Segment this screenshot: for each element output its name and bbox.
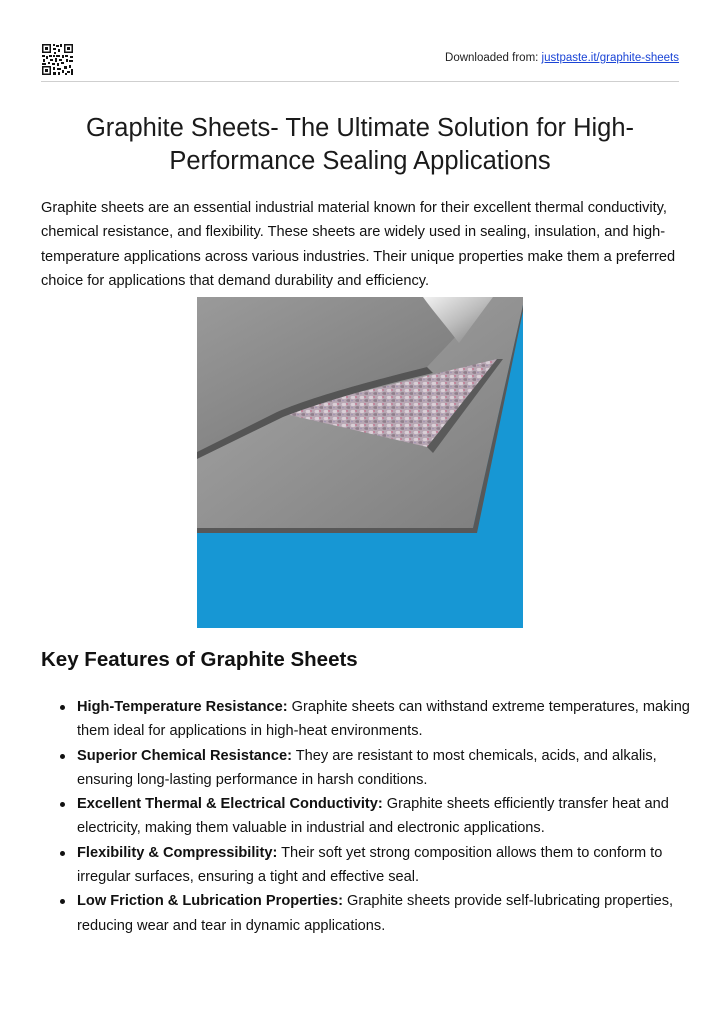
feature-title: Excellent Thermal & Electrical Conductivity: xyxy=(77,796,383,813)
features-list xyxy=(41,695,691,938)
page-title: Graphite Sheets- The Ultimate Solution for High-Performance Sealing Applications xyxy=(85,114,635,175)
feature-title: Flexibility & Compressibility: xyxy=(77,844,278,861)
qr-code xyxy=(41,43,74,76)
feature-title: High-Temperature Resistance: xyxy=(77,699,288,715)
intro-paragraph: Graphite sheets are an essential industrial material known for their excellent thermal conductivity, chemical resistance, and flexibility. These sheets are widely used in sealing, insulation, and high-temperature applications across various industries. Their unique properties make them a preferred choice for applications that demand durability and efficiency. xyxy=(41,200,676,289)
feature-text: Their soft yet strong composition allows them to conform to irregular surfaces, ensuring a tight and effective seal. xyxy=(77,844,663,886)
download-source-line xyxy=(445,52,679,64)
feature-title: Low Friction & Lubrication Properties: xyxy=(77,893,343,910)
list-item xyxy=(41,841,691,890)
list-item xyxy=(41,695,691,744)
source-link[interactable]: justpaste.it/graphite-sheets xyxy=(541,52,679,64)
header-divider xyxy=(41,81,679,82)
list-item xyxy=(41,889,691,938)
bullet-icon xyxy=(60,899,65,904)
feature-text: Graphite sheets can withstand extreme temperatures, making them ideal for applications in high-heat environments. xyxy=(77,699,690,740)
list-item xyxy=(41,792,691,841)
bullet-icon xyxy=(60,851,65,856)
features-heading: Key Features of Graphite Sheets xyxy=(41,648,358,671)
graphite-sheet-image xyxy=(197,297,523,628)
bullet-icon xyxy=(60,754,65,759)
feature-text: They are resistant to most chemicals, acids, and alkalis, ensuring long-lasting performance in harsh conditions. xyxy=(77,747,657,788)
bullet-icon xyxy=(60,705,65,710)
feature-text: Graphite sheets efficiently transfer heat and electricity, making them valuable in industrial and electronic applications. xyxy=(77,796,669,837)
list-item xyxy=(41,744,691,793)
download-prefix: Downloaded from: xyxy=(445,52,542,64)
bullet-icon xyxy=(60,802,65,807)
feature-text: Graphite sheets provide self-lubricating properties, reducing wear and tear in dynamic applications. xyxy=(77,893,674,934)
feature-title: Superior Chemical Resistance: xyxy=(77,747,292,764)
